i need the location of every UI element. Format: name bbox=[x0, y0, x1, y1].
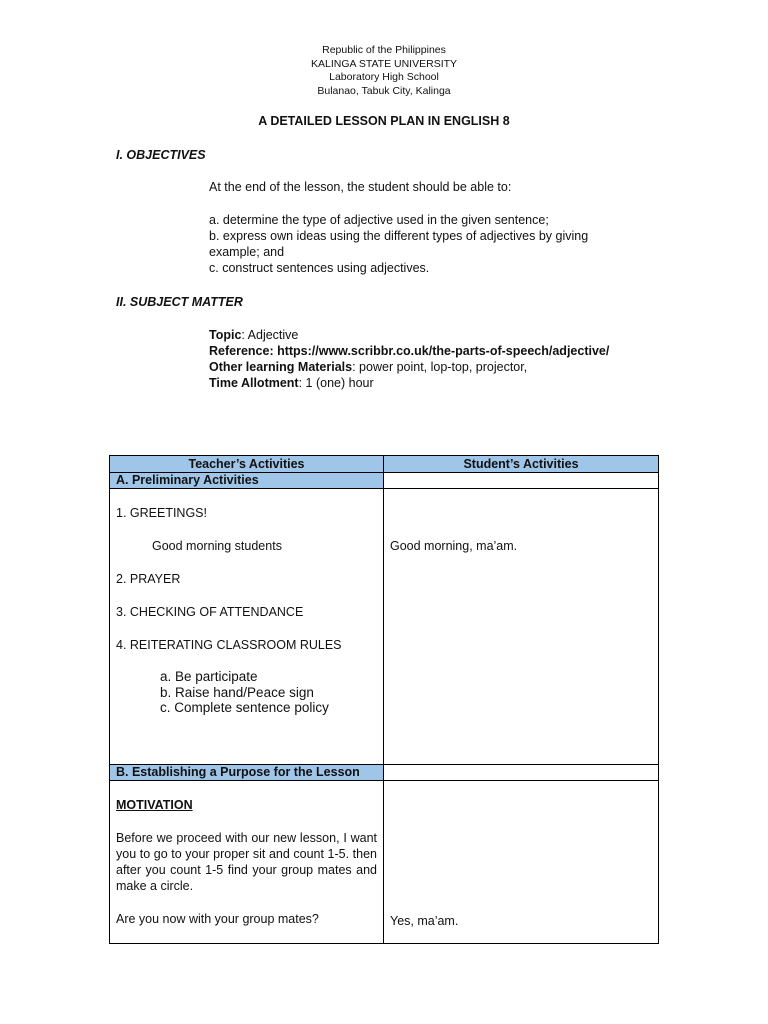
section-a-label: A. Preliminary Activities bbox=[110, 473, 384, 489]
objectives-intro: At the end of the lesson, the student should be able to: bbox=[209, 180, 512, 194]
subject-matter-block bbox=[209, 327, 639, 391]
reference-label: Reference: https://www.scribbr.co.uk/the-parts-of-speech/adjective/ bbox=[209, 344, 610, 358]
motivation-student-cell bbox=[384, 781, 659, 944]
topic-line bbox=[209, 327, 639, 343]
objectives-block bbox=[209, 179, 629, 276]
header-university: KALINGA STATE UNIVERSITY bbox=[310, 57, 458, 70]
school-header bbox=[0, 44, 768, 98]
header-address: Bulanao, Tabuk City, Kalinga bbox=[317, 84, 451, 97]
student-column-header: Student’s Activities bbox=[384, 456, 659, 473]
section-b-label: B. Establishing a Purpose for the Lesson bbox=[110, 765, 384, 781]
subject-matter-heading: II. SUBJECT MATTER bbox=[116, 295, 243, 309]
time-line bbox=[209, 375, 639, 391]
group-question: Are you now with your group mates? bbox=[116, 912, 319, 926]
motivation-heading bbox=[116, 797, 377, 813]
prayer-item: 2. PRAYER bbox=[116, 572, 181, 586]
materials-label: Other learning Materials bbox=[209, 360, 353, 374]
table-row bbox=[110, 781, 659, 944]
greeting-reply: Good morning, ma’am. bbox=[390, 539, 518, 553]
topic-value: : Adjective bbox=[241, 328, 299, 342]
list-item: c. Complete sentence policy bbox=[160, 700, 329, 715]
section-b-row bbox=[110, 765, 659, 781]
header-country: Republic of the Philippines bbox=[322, 44, 446, 56]
section-b-empty bbox=[384, 765, 659, 781]
document-title: A DETAILED LESSON PLAN IN ENGLISH 8 bbox=[258, 114, 510, 128]
header-school: Laboratory High School bbox=[329, 71, 439, 83]
table-header-row bbox=[110, 456, 659, 473]
objectives-heading: I. OBJECTIVES bbox=[116, 148, 206, 162]
time-value: : 1 (one) hour bbox=[298, 376, 374, 390]
table-row bbox=[110, 489, 659, 765]
materials-value: : power point, lop-top, projector, bbox=[352, 360, 528, 374]
reference-line bbox=[209, 343, 639, 359]
motivation-teacher-cell bbox=[110, 781, 384, 944]
topic-label: Topic bbox=[209, 328, 242, 342]
rules-list bbox=[116, 669, 377, 716]
rules-heading: 4. REITERATING CLASSROOM RULES bbox=[116, 638, 342, 652]
attendance-item: 3. CHECKING OF ATTENDANCE bbox=[116, 605, 304, 619]
materials-line bbox=[209, 359, 639, 375]
list-item: a. Be participate bbox=[160, 669, 258, 684]
preliminary-student-cell bbox=[384, 489, 659, 765]
time-label: Time Allotment bbox=[209, 376, 299, 390]
teacher-column-header: Teacher’s Activities bbox=[110, 456, 384, 473]
objective-item: b. express own ideas using the different types of adjectives by giving example; and bbox=[209, 229, 589, 259]
activities-table bbox=[109, 455, 659, 944]
motivation-text: Before we proceed with our new lesson, I want you to go to your proper sit and count 1-5. then after you count 1-5 find your group mates and make a circle. bbox=[116, 831, 377, 893]
motivation-label: MOTIVATION bbox=[116, 798, 193, 812]
objective-item: c. construct sentences using adjectives. bbox=[209, 261, 430, 275]
section-a-row bbox=[110, 473, 659, 489]
greetings-item: 1. GREETINGS! bbox=[116, 506, 207, 520]
preliminary-teacher-cell bbox=[110, 489, 384, 765]
group-answer: Yes, ma’am. bbox=[390, 914, 459, 928]
objective-item: a. determine the type of adjective used in the given sentence; bbox=[209, 213, 549, 227]
greeting-line: Good morning students bbox=[152, 539, 282, 553]
list-item: b. Raise hand/Peace sign bbox=[160, 684, 314, 700]
section-a-empty bbox=[384, 473, 659, 489]
